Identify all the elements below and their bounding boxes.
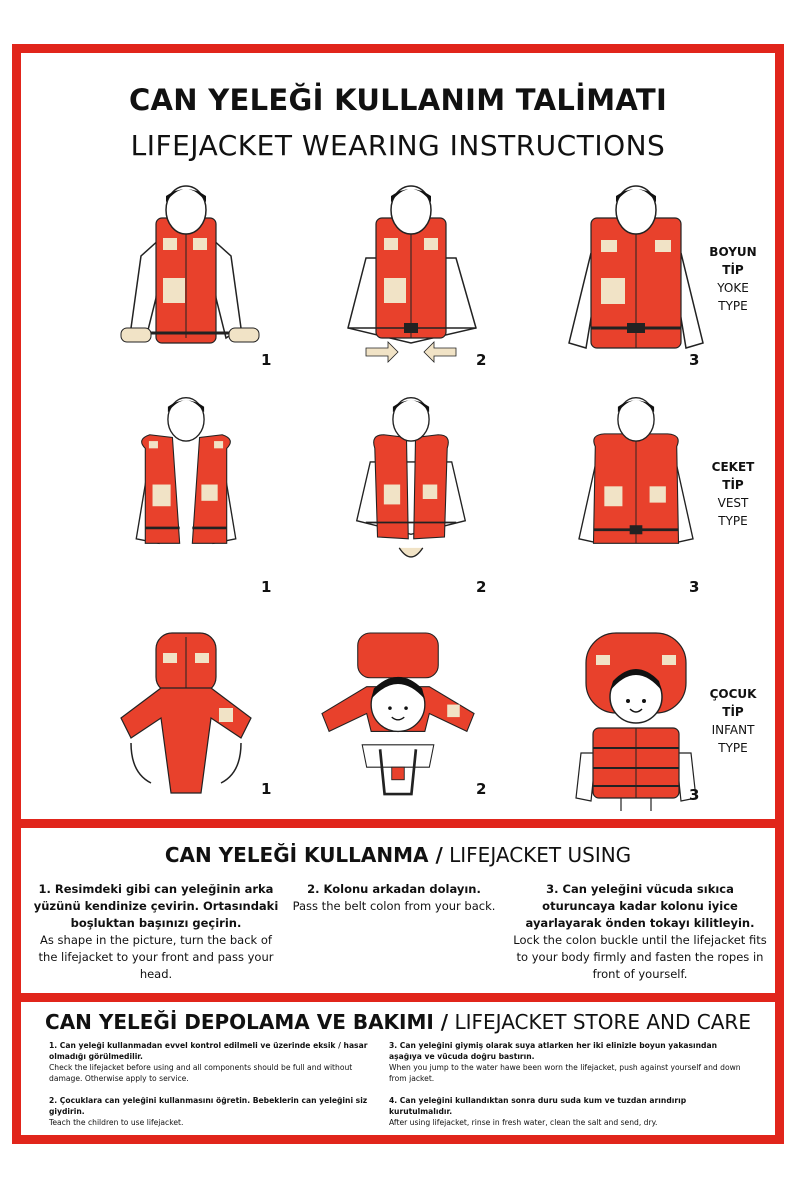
vest-type-step-1-illustration [101, 385, 271, 575]
yoke-step-2-number: 2 [476, 351, 487, 369]
yoke-type-label-tr-2: TİP [722, 263, 744, 277]
infant-type-step-2-illustration [313, 623, 483, 813]
infant-step-3-number: 3 [689, 786, 700, 804]
wearing-instructions-section [21, 53, 775, 819]
vest-step-3-number: 3 [689, 578, 700, 596]
infant-step-1-number: 1 [261, 780, 272, 798]
care-item-1-en: Check the lifejacket before using and all components should be full and without damage. Otherwise apply to service. [49, 1063, 353, 1083]
vest-step-2-number: 2 [476, 578, 487, 596]
using-step-1-tr: 1. Resimdeki gibi can yeleğinin arka yüzünü kendinize çevirin. Ortasındaki boşluktan başınızı geçirin. [33, 882, 279, 930]
infant-type-label-tr-2: TİP [722, 705, 744, 719]
vest-type-label-en-2: TYPE [718, 514, 748, 528]
infant-type-label-tr-1: ÇOCUK [709, 687, 757, 701]
care-item-4 [389, 1095, 749, 1128]
instruction-poster [12, 44, 784, 1144]
vest-type-label-en-1: VEST [717, 496, 749, 510]
using-step-2-en: Pass the belt colon from your back. [292, 899, 496, 913]
yoke-type-step-1-illustration [101, 178, 271, 368]
vest-type-step-2-illustration [326, 385, 496, 575]
care-item-3-en: When you jump to the water hawe been worn the lifejacket, push against yourself and down from jacket. [389, 1063, 741, 1083]
vest-type-label [693, 458, 773, 530]
care-item-4-tr: 4. Can yeleğini kullandıktan sonra duru suda kum ve tuzdan arındırıp kurutulmalıdır. [389, 1096, 687, 1116]
yoke-type-label [693, 243, 773, 315]
using-step-1 [31, 881, 281, 983]
yoke-type-step-2-illustration [326, 178, 496, 368]
infant-type-label-en-2: TYPE [718, 741, 748, 755]
care-item-2-en: Teach the children to use lifejacket. [49, 1118, 184, 1127]
yoke-type-label-tr-1: BOYUN [709, 245, 757, 259]
vest-type-label-tr-1: CEKET [711, 460, 755, 474]
care-title-en: LIFEJACKET STORE AND CARE [454, 1010, 751, 1034]
using-title-en: LIFEJACKET USING [449, 843, 632, 867]
poster-title-tr: CAN YELEĞİ KULLANIM TALİMATI [128, 83, 668, 117]
using-section-title [21, 843, 775, 867]
infant-type-label-en-1: INFANT [711, 723, 755, 737]
poster-title-en: LIFEJACKET WEARING INSTRUCTIONS [130, 129, 666, 162]
infant-type-label [693, 685, 773, 757]
vest-type-label-tr-2: TİP [722, 478, 744, 492]
yoke-step-1-number: 1 [261, 351, 272, 369]
care-item-1-tr: 1. Can yeleği kullanmadan evvel kontrol edilmeli ve üzerinde eksik / hasar olmadığı görülmedilir. [49, 1041, 368, 1061]
yoke-type-label-en-2: TYPE [718, 299, 748, 313]
section-divider-2 [21, 993, 775, 1002]
using-step-3 [511, 881, 769, 983]
yoke-step-3-number: 3 [689, 351, 700, 369]
care-section-title [21, 1010, 775, 1034]
care-title-tr: CAN YELEĞİ DEPOLAMA VE BAKIMI / [45, 1010, 449, 1034]
care-item-4-en: After using lifejacket, rinse in fresh water, clean the salt and send, dry. [389, 1118, 658, 1127]
care-item-2-tr: 2. Çocuklara can yeleğini kullanmasını öğretin. Bebeklerin can yeleğini siz giydirin. [49, 1096, 368, 1116]
care-item-3 [389, 1040, 749, 1084]
yoke-type-label-en-1: YOKE [717, 281, 749, 295]
care-item-2 [49, 1095, 379, 1128]
infant-step-2-number: 2 [476, 780, 487, 798]
vest-step-1-number: 1 [261, 578, 272, 596]
using-step-3-tr: 3. Can yeleğini vücuda sıkıca oturuncaya kadar kolonu iyice ayarlayarak önden tokayı kilitleyin. [525, 882, 755, 930]
care-item-1 [49, 1040, 379, 1084]
care-item-3-tr: 3. Can yeleğini giymiş olarak suya atlarken her iki elinizle boyun yakasından aşağıya ve vücuda doğru bastırın. [389, 1041, 718, 1061]
section-divider-1 [21, 819, 775, 828]
using-step-3-en: Lock the colon buckle until the lifejacket fits to your body firmly and fasten the ropes in front of yourself. [513, 933, 767, 981]
using-step-2 [289, 881, 499, 915]
using-step-1-en: As shape in the picture, turn the back of the lifejacket to your front and pass your head. [38, 933, 274, 981]
using-title-tr: CAN YELEĞİ KULLANMA / [164, 843, 443, 867]
using-step-2-tr: 2. Kolonu arkadan dolayın. [307, 882, 481, 896]
infant-type-step-1-illustration [101, 623, 271, 813]
